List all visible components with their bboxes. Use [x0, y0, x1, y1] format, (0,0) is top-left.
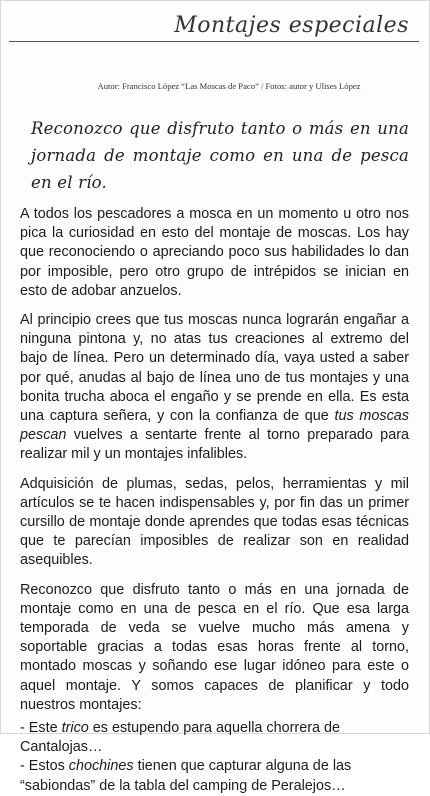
emphasis-text: tus moscas pescan	[20, 408, 409, 444]
paragraph	[20, 311, 409, 465]
section-title: Montajes especiales	[170, 13, 413, 38]
paragraph: Reconozco que disfruto tanto o más en una jornada de montaje como en una de pesca en el río. Que esa larga temporada de veda se vuelve mucho más amena y soportable gracias a todas esas horas frente al torno, montado moscas y soñando ese lugar idóneo para este o aquel montaje. Y somos capaces de planificar y todo nuestros montajes:	[20, 581, 409, 713]
section-header	[1, 7, 429, 47]
pull-quote: Reconozco que disfruto tanto o más en una jornada de montaje como en una de pesca en el río.	[31, 119, 409, 192]
emphasis-text: chochines	[68, 758, 134, 775]
paragraph-text: vuelves a sentarte frente al torno preparado para realizar mil y un montajes infalibles.	[20, 427, 409, 463]
paragraph: Adquisición de plumas, sedas, pelos, herramientas y mil artículos se te hacen indispensables y, por fin das un primer cursillo de montaje donde aprendes que todas esas técnicas que te parecían imposibles de realizar son en realidad asequibles.	[20, 475, 409, 569]
list-item-text: - Este	[20, 720, 62, 737]
paragraph-text: Al principio crees que tus moscas nunca lograrán engañar a ninguna pintona y, no atas tus creaciones al extremo del bajo de línea. Pero un determinado día, vaya usted a saber por qué, anudas al bajo de línea uno de tus montajes y una bonita trucha aboca el engaño y se prende en ella. Es esta una captura señera, y con la confianza de que	[20, 312, 409, 425]
list-item-text: tienen que capturar alguna de las “sabiondas” de la tabla del camping de Peralejos…	[20, 758, 352, 794]
list-item-text: es estupendo para aquella chorrera de Cantalojas…	[20, 720, 340, 756]
article-body	[20, 205, 409, 796]
paragraph: A todos los pescadores a mosca en un momento u otro nos pica la curiosidad en esto del montaje de moscas. Los hay que reconociendo o apreciando poco sus habilidades lo dan por imposible, pero otro grupo de intrépidos se inician en esto de adobar anzuelos.	[20, 206, 409, 299]
author-credits: Autor: Francisco López “Las Moscas de Paco” / Fotos: autor y Ulises López	[97, 81, 361, 91]
list-item	[20, 757, 409, 795]
list-item-text: - Estos	[20, 758, 69, 775]
list-item	[20, 719, 409, 757]
emphasis-text: trico	[61, 720, 89, 737]
fly-list	[20, 719, 409, 796]
header-rule	[9, 41, 419, 42]
